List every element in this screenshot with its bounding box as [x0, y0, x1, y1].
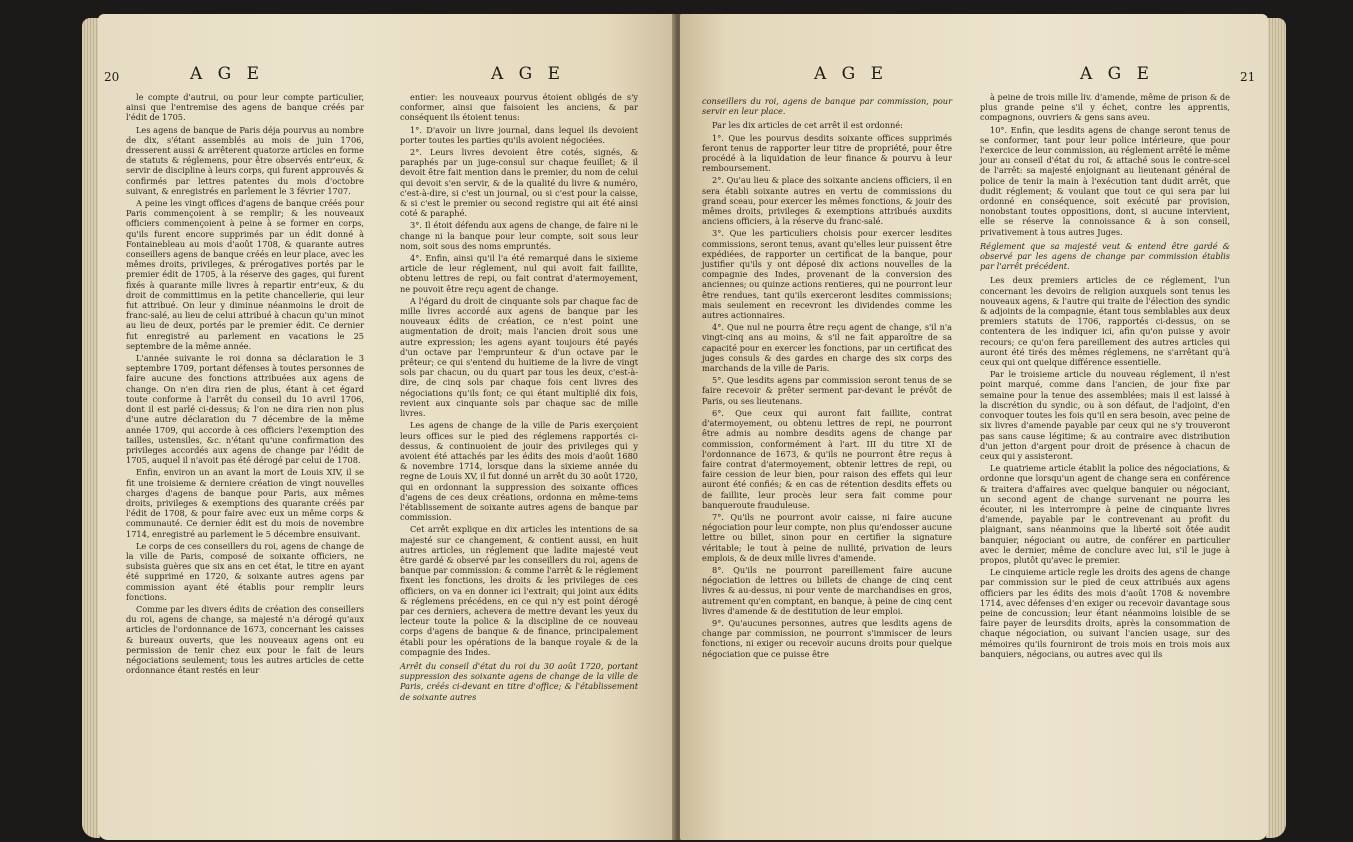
- paragraph: à peine de trois mille liv. d'amende, même de prison & de plus grande peine s'il y échet, contre les apprentis, compagnons, ouvriers & gens sans aveu.: [980, 92, 1230, 123]
- paragraph: le compte d'autrui, ou pour leur compte particulier, ainsi que l'entremise des agens de banque créés par l'édit de 1705.: [126, 92, 364, 123]
- right-running-head-1: A G E: [814, 64, 889, 84]
- paragraph: A peine les vingt offices d'agens de banque créés pour Paris commençoient à se remplir; & les nouveaux officiers commençoient à peine à se former en corps, qu'ils furent encore supprimés par un édit donné à Fontainebleau au mois d'août 1708, & quarante autres conseillers agens de banque créés en leur place, avec les mêmes droits, privileges, & prérogatives portés par le premier édit de 1705, à la réserve des gages, qui furent fixés à quarante mille livres à repartir entr'eux, & du droit de committimus en la petite chancellerie, qui leur fut attribué. On leur y diminue néanmoins le droit de franc-salé, au lieu de celui attribué à chacun qu'un minot au lieu de deux, portés par le premier édit. Ce dernier fut enregistré au parlement en vacations le 25 septembre de la même année.: [126, 198, 364, 351]
- paragraph: Cet arrêt explique en dix articles les intentions de sa majesté sur ce changement, & contient aussi, en huit autres articles, un réglement que ladite majesté veut être gardé & observé par les conseillers du roi, agens de banque par commission: & comme l'arrêt & le réglement fixent les fonctions, les droits & les privileges de ces officiers, on va en donner ici l'extrait; qui joint aux édits & réglemens précédens, en ce qui n'y est point dérogé par ces derniers, achevera de mettre devant les yeux du lecteur toute la police & la discipline de ce nouveau corps d'agens de banque & de finance, principalement établi pour les opérations de la banque royale & de la compagnie des Indes.: [400, 524, 638, 657]
- paragraph: Le quatrieme article établit la police des négociations, & ordonne que lorsqu'un agent de change sera en conférence & traitera d'affaires avec quelque banquier ou négociant, un second agent de change survenant ne pourra les écouter, ni les interrompre à peine de cinquante livres d'amende, payable par le contrevenant au profit du plaignant, sans néanmoins que la liberté soit ôtée audit banquier, négociant ou autre, de conférer en particulier avec le dernier, même de conclure avec lui, s'il le juge à propos, plutôt qu'avec le premier.: [980, 463, 1230, 565]
- paragraph: 2°. Qu'au lieu & place des soixante anciens officiers, il en sera établi soixante autres en vertu de commissions du grand sceau, pour exercer les mêmes fonctions, & jouir des mêmes droits, privileges & exemptions attribués auxdits anciens officiers, à la réserve du franc-salé.: [702, 175, 952, 227]
- right-page: [680, 14, 1268, 840]
- paragraph: Les agens de change de la ville de Paris exerçoient leurs offices sur le pied des réglemens rapportés ci-dessus, & continuoient de jouir des privileges qui y avoient été attachés par les édits des mois d'août 1680 & novembre 1714, lorsque dans la sixieme année du regne de Louis XV, il fut donné un arrêt du 30 août 1720, qui en ordonnant la suppression des soixante offices d'agens de ces deux créations, ordonna en même-tems l'établissement de soixante autres agens de banque par commission.: [400, 420, 638, 523]
- right-column-2: [980, 92, 1230, 661]
- paragraph: Par le troisieme article du nouveau réglement, il n'est point marqué, comme dans l'ancien, de jour fixe par semaine pour la tenue des assemblées; mais il est laissé à la discrétion du syndic, ou à son défaut, de l'adjoint, d'en convoquer toutes les fois qu'il en sera besoin, avec peine de six livres d'amende payable par ceux qui ne s'y trouveront pas sans cause légitime; & au contraire avec distribution d'un jetton d'argent pour droit de présence à chacun de ceux qui y assisteront.: [980, 369, 1230, 461]
- paragraph: 8°. Qu'ils ne pourront pareillement faire aucune négociation de lettres ou billets de change de cinq cent livres & au-dessus, ni pour vente de marchandises en gros, autrement qu'en comptant, en banque, à peine de cinq cent livres d'amende & de destitution de leur emploi.: [702, 564, 952, 616]
- paragraph: entier: les nouveaux pourvus étoient obligés de s'y conformer, ainsi que faisoient les anciens, & par conséquent ils étoient tenus:: [400, 92, 638, 123]
- paragraph: 2°. Leurs livres devoient être cotés, signés, & paraphés par un juge-consul sur chaque feuillet; & il devoit être fait mention dans le premier, du nom de celui qui devoit s'en servir, & de la qualité du livre & numéro, c'est-à-dire, si c'est un journal, ou si c'est pour la caisse, & si c'est le premier ou second registre qui ait été ainsi coté & paraphé.: [400, 147, 638, 219]
- right-page-edges: [1266, 18, 1286, 838]
- paragraph: L'année suivante le roi donna sa déclaration le 3 septembre 1709, portant défenses à toutes personnes de faire aucune des fonctions attribuées aux agens de change. On n'en dira rien de plus, étant à cet égard toute conforme à l'arrêt du conseil du 10 avril 1706, dont il est parlé ci-dessus; & l'on ne dira rien non plus d'une autre déclaration du 7 décembre de la même année 1709, qui accorde à ces officiers l'exemption des tailles, ustensiles, &c. n'étant qu'une confirmation des privileges accordés aux agens de change par l'édit de 1705, auquel il n'avoit pas été dérogé par celui de 1708.: [126, 353, 364, 466]
- left-column-2: [400, 92, 638, 706]
- paragraph: Le cinquieme article regle les droits des agens de change par commission sur le pied de ceux attribués aux agens officiers par les édits des mois d'août 1708 & novembre 1714, avec défenses d'en exiger ou recevoir davantage sous peine de concussion; leur étant néanmoins loisible de se faire payer de leursdits droits, après la consommation de chaque négociation, ou suivant l'ancien usage, sur des mémoires qu'ils fourniront de trois mois en trois mois aux banquiers, négocians, ou autres avec qui ils: [980, 567, 1230, 659]
- left-column-1: [126, 92, 364, 677]
- paragraph: Comme par les divers édits de création des conseillers du roi, agens de change, sa majesté n'a dérogé qu'aux articles de l'ordonnance de 1673, concernant les caisses & bureaux ouverts, que les nouveaux agens ont eu permission de tenir chez eux pour le fait de leurs négociations seulement; tous les autres articles de cette ordonnance étant restés en leur: [126, 603, 364, 676]
- paragraph: Le corps de ces conseillers du roi, agens de change de la ville de Paris, composé de soixante officiers, ne subsista guères que six ans en cet état, le titre en ayant été supprimé en 1720, & soixante autres agens par commission ayant été établis pour remplir leurs fonctions.: [126, 540, 364, 602]
- arret-heading-continued: conseillers du roi, agens de banque par commission, pour servir en leur place.: [702, 96, 952, 117]
- left-page-number: 20: [104, 70, 120, 84]
- paragraph: Par les dix articles de cet arrêt il est ordonné:: [712, 120, 903, 131]
- right-page-number: 21: [1240, 70, 1256, 84]
- paragraph: Les agens de banque de Paris déja pourvus au nombre de dix, s'étant assemblés au mois de juin 1706, dresserent aussi & arrêterent quatorze articles en forme de statuts & réglemens, pour être observés entr'eux, & servir de discipline à leurs corps, qui furent approuvés & confirmés par lettres patentes du mois d'octobre suivant, & enregistrés en parlement le 3 février 1707.: [126, 124, 364, 196]
- left-page: [98, 14, 676, 840]
- paragraph: 3°. Il étoit défendu aux agens de change, de faire ni le change ni la banque pour leur compte, soit sous leur nom, soit sous des noms empruntés.: [400, 220, 638, 251]
- paragraph: 10°. Enfin, que lesdits agens de change seront tenus de se conformer, tant pour leur police intérieure, que pour l'exercice de leur commission, au réglement arrêté le même jour au conseil d'état du roi, & attaché sous le contre-scel de l'arrêt: sa majesté enjoignant au lieutenant général de police de tenir la main à l'exécution tant dudit arrêt, que dudit réglement; & voulant que tout ce qui sera par lui ordonné en conséquence, soit exécuté par provision, nonobstant toutes oppositions, dont, si aucune intervient, elle se réserve la connoissance & à son conseil, privativement à tous autres Juges.: [980, 124, 1230, 237]
- paragraph: Enfin, environ un an avant la mort de Louis XIV, il se fit une troisieme & derniere création de vingt nouvelles charges d'agens de banque pour Paris, aux mêmes droits, privileges & exemptions des quarante créés par l'édit de 1708, & pour faire avec eux un même corps & communauté. Ce dernier édit est du mois de novembre 1714, enregistré au parlement le 5 décembre ensuivant.: [126, 467, 364, 539]
- reglement-heading: Réglement que sa majesté veut & entend être gardé & observé par les agens de change par commission établis par l'arrêt précédent.: [980, 240, 1230, 272]
- paragraph: 6°. Que ceux qui auront fait faillite, contrat d'atermoyement, ou obtenu lettres de repi, ne pourront être admis au nombre desdits agens de change par commission, conformément à l'art. III du titre XI de l'ordonnance de 1673, & qu'ils ne pourront être reçus à faire contrat d'atermoyement, obtenir lettres de repi, ou faire cession de leur bien, pour raison des effets qui leur auront été confiés; & en cas de rétention desdits effets ou de faillite, leur procès leur sera fait comme pour banqueroute frauduleuse.: [702, 407, 952, 510]
- right-page-header: [680, 64, 1268, 90]
- left-page-header: [98, 64, 676, 90]
- paragraph: 1°. D'avoir un livre journal, dans lequel ils devoient porter toutes les parties qu'ils avoient négociées.: [400, 124, 638, 145]
- right-running-head-2: A G E: [1080, 64, 1155, 84]
- left-running-head-2: A G E: [491, 64, 566, 84]
- paragraph: 9°. Qu'aucunes personnes, autres que lesdits agens de change par commission, ne pourront s'immiscer de leurs fonctions, ni exiger ou recevoir aucuns droits pour quelque négociation que ce puisse être: [702, 617, 952, 659]
- paragraph: 1°. Que les pourvus desdits soixante offices supprimés feront tenus de rapporter leur titre de propriété, pour être procédé à la liquidation de leur finance & pourvu à leur remboursement.: [702, 132, 952, 174]
- paragraph: 4°. Que nul ne pourra être reçu agent de change, s'il n'a vingt-cinq ans au moins, & s'il ne fait apparoître de sa capacité pour en exercer les fonctions, par un certificat des juges consuls & des gardes en charge des six corps des marchands de la ville de Paris.: [702, 322, 952, 374]
- left-running-head-1: A G E: [190, 64, 265, 84]
- paragraph: 5°. Que lesdits agens par commission seront tenus de se faire recevoir & prêter serment par-devant le prévôt de Paris, ou ses lieutenans.: [702, 375, 952, 406]
- arret-heading: Arrêt du conseil d'état du roi du 30 août 1720, portant suppression des soixante agens de change de la ville de Paris, créés ci-devant en titre d'office; & l'établissement de soixante autres: [400, 660, 638, 702]
- paragraph: 7°. Qu'ils ne pourront avoir caisse, ni faire aucune négociation pour leur compte, non plus qu'endosser aucune lettre ou billet, sinon pour en certifier la signature véritable; le tout à peine de nullité, privation de leurs emplois, & de deux mille livres d'amende.: [702, 511, 952, 563]
- right-column-1: [702, 92, 952, 661]
- paragraph: 4°. Enfin, ainsi qu'il l'a été remarqué dans le sixieme article de leur réglement, nul qui avoit fait faillite, obtenu lettres de repi, ou fait contrat d'atermoyement, ne pouvoit être reçu agent de change.: [400, 253, 638, 294]
- paragraph: A l'égard du droit de cinquante sols par chaque fac de mille livres accordé aux agens de banque par les nouveaux édits de création, ce n'est point une augmentation de droit; mais l'ancien droit sous une autre expression; les agens ayant toujours été payés d'un octave par l'emprunteur & d'un octave par le prêteur; ce qui s'entend du huitieme de la livre de vingt sols par chacun, ou du quart par tous les deux, c'est-à-dire, de cinq sols par chaque fois cent livres des négociations qu'ils font; ce qui étant multiplié dix fois, revient aux cinquante sols par chaque sac de mille livres.: [400, 295, 638, 419]
- paragraph: 3°. Que les particuliers choisis pour exercer lesdites commissions, seront tenus, avant qu'elles leur puissent être expédiées, de rapporter un certificat de la banque, pour justifier qu'ils y ont déposé dix actions nouvelles de la compagnie des Indes, provenant de la conversion des anciennes; ou quinze actions rentieres, qui ne pourront leur être rendues, tant qu'ils exerceront lesdites commissions; mais seulement en recevront les dividendes comme les autres actionnaires.: [702, 228, 952, 321]
- paragraph: Les deux premiers articles de ce réglement, l'un concernant les devoirs de religion auxquels sont tenus les nouveaux agens, & l'autre qui traite de l'élection des syndic & adjoints de la compagnie, étant tous semblables aux deux premiers statuts de 1706, rapportés ci-dessus, on se contentera de les indiquer ici, afin qu'on puisse y avoir recours; ce qu'on fera pareillement des autres articles qui auront été tirés des mêmes réglemens, ne s'arrêtant qu'à ceux qui ont quelque différence essentielle.: [980, 275, 1230, 368]
